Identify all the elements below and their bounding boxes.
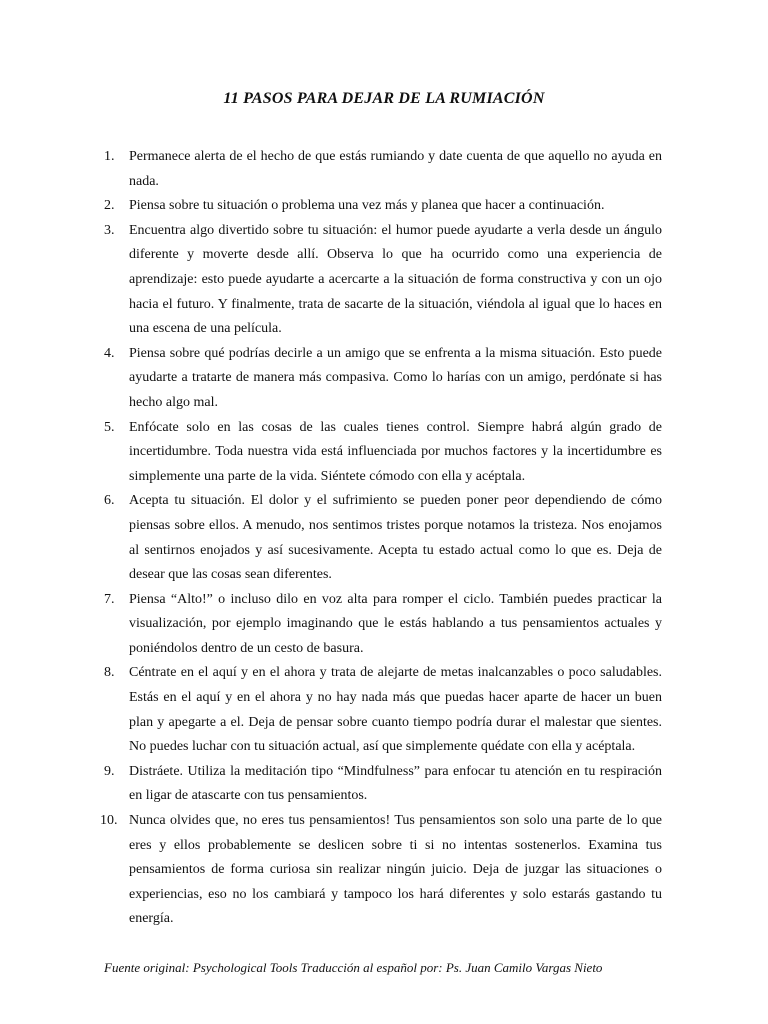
step-text: Céntrate en el aquí y en el ahora y trata de alejarte de metas inalcanzables o poco saludables. Estás en el aquí y en el ahora y no hay nada más que puedas hacer aparte de hacer un buen plan y apegarte a el. Deja de pensar sobre cuanto tiempo podría durar el malestar que sientes. No puedes luchar con tu situación actual, así que simplemente quédate con ella y acéptala. <box>129 665 662 755</box>
step-number: 10. <box>100 813 118 829</box>
document-title: 11 PASOS PARA DEJAR DE LA RUMIACIÓN <box>223 90 545 107</box>
step-number: 9. <box>104 763 115 779</box>
step-text: Permanece alerta de el hecho de que estás rumiando y date cuenta de que aquello no ayuda en nada. <box>129 149 662 189</box>
step-item <box>104 588 662 662</box>
step-item <box>104 342 662 416</box>
step-number: 7. <box>104 591 115 607</box>
step-text: Piensa “Alto!” o incluso dilo en voz alta para romper el ciclo. También puedes practicar la visualización, por ejemplo imaginando que le estás hablando a tus pensamientos actuales y poniéndolos dentro de un cesto de basura. <box>129 591 662 656</box>
step-text: Acepta tu situación. El dolor y el sufrimiento se pueden poner peor dependiendo de cómo piensas sobre ellos. A menudo, nos sentimos tristes porque notamos la tristeza. Nos enojamos al sentirnos enojados y así sucesivamente. Acepta tu estado actual como lo que es. Deja de desear que las cosas sean diferentes. <box>129 493 662 583</box>
step-item <box>104 145 662 194</box>
step-number: 4. <box>104 345 115 361</box>
step-item <box>100 809 662 932</box>
step-text: Distráete. Utiliza la meditación tipo “Mindfulness” para enfocar tu atención en tu respiración en ligar de atascarte con tus pensamientos. <box>129 763 662 804</box>
document-footer: Fuente original: Psychological Tools Traducción al español por: Ps. Juan Camilo Vargas Nieto <box>104 960 603 975</box>
step-number: 8. <box>104 665 115 681</box>
step-number: 6. <box>104 493 115 509</box>
step-text: Enfócate solo en las cosas de las cuales tienes control. Siempre habrá algún grado de incertidumbre. Toda nuestra vida está influenciada por muchos factores y la incertidumbre es simplemente una parte de la vida. Siéntete cómodo con ella y acéptala. <box>129 419 662 484</box>
step-number: 5. <box>104 419 115 435</box>
step-text: Piensa sobre qué podrías decirle a un amigo que se enfrenta a la misma situación. Esto puede ayudarte a tratarte de manera más compasiva. Como lo harías con un amigo, perdónate si has hecho algo mal. <box>129 345 662 410</box>
step-text: Encuentra algo divertido sobre tu situación: el humor puede ayudarte a verla desde un ángulo diferente y moverte desde allí. Observa lo que ha ocurrido como una experiencia de aprendizaje: esto puede ayudarte a acercarte a la situación de forma constructiva y con un ojo hacia el futuro. Y finalmente, trata de sacarte de la situación, viéndola al igual que lo haces en una escena de una película. <box>129 222 662 337</box>
step-item <box>104 661 662 759</box>
step-text: Piensa sobre tu situación o problema una vez más y planea que hacer a continuación. <box>129 198 605 214</box>
step-number: 2. <box>104 198 115 214</box>
step-number: 1. <box>104 149 115 164</box>
step-item <box>104 489 662 587</box>
steps-list <box>100 145 662 932</box>
step-item <box>104 760 662 809</box>
step-item <box>104 194 662 219</box>
step-text: Nunca olvides que, no eres tus pensamientos! Tus pensamientos son solo una parte de lo que eres y ellos probablemente se deslicen sobre ti si no intentas sostenerlos. Examina tus pensamientos de forma curiosa sin realizar ningún juicio. Deja de juzgar las situaciones o experiencias, eso no los cambiará y tampoco los hará diferentes y solo estarás gastando tu energía. <box>129 813 662 927</box>
step-item <box>104 416 662 490</box>
step-number: 3. <box>104 222 115 238</box>
step-item <box>104 219 662 342</box>
